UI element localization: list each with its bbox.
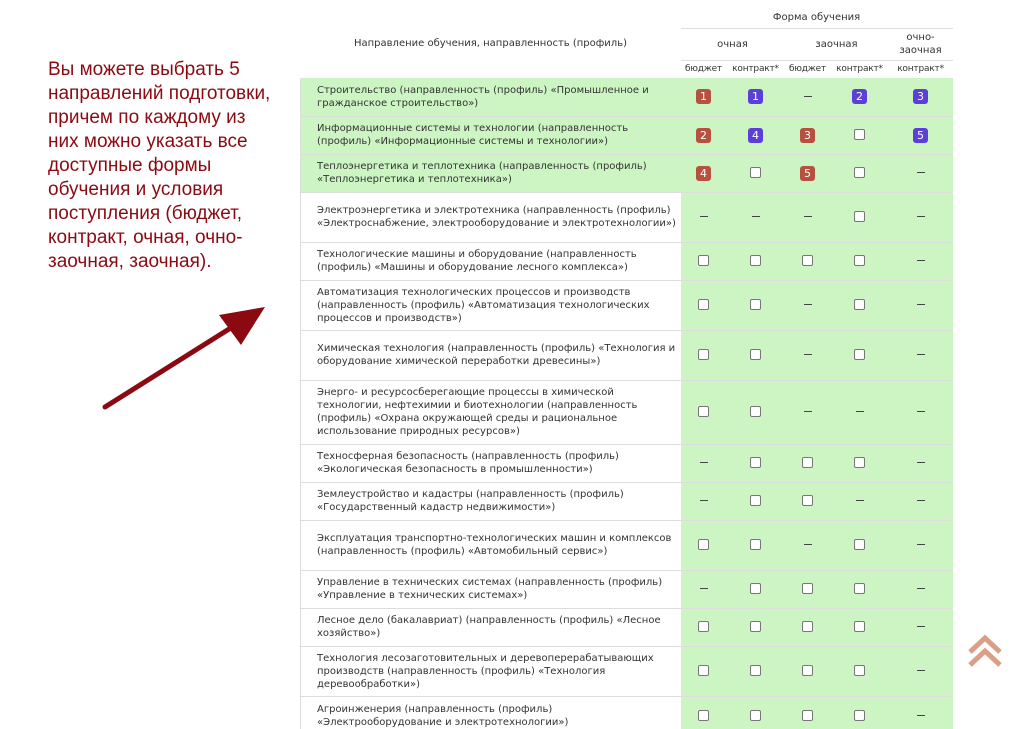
option-cell <box>681 242 727 280</box>
option-cell <box>889 330 953 380</box>
priority-badge[interactable]: 2 <box>852 89 867 104</box>
option-checkbox[interactable] <box>750 406 761 417</box>
option-cell <box>785 330 831 380</box>
program-row <box>301 192 953 242</box>
option-cell <box>831 280 889 330</box>
condition-header-contract: контракт* <box>889 60 953 78</box>
option-checkbox[interactable] <box>854 457 865 468</box>
program-name: Автоматизация технологических процессов и производств (направленность (профиль) «Автоматизация технологических процессов и производств») <box>301 280 681 330</box>
option-cell <box>727 280 785 330</box>
option-cell <box>831 608 889 646</box>
program-row <box>301 444 953 482</box>
unavailable-dash <box>917 670 925 671</box>
option-cell <box>681 116 727 154</box>
option-cell <box>889 570 953 608</box>
option-cell <box>889 116 953 154</box>
option-cell <box>727 154 785 192</box>
program-row <box>301 570 953 608</box>
option-checkbox[interactable] <box>854 349 865 360</box>
option-cell <box>727 380 785 444</box>
option-checkbox[interactable] <box>854 299 865 310</box>
programs-table <box>300 8 953 729</box>
option-checkbox[interactable] <box>802 255 813 266</box>
unavailable-dash <box>700 500 708 501</box>
priority-badge[interactable]: 5 <box>913 128 928 143</box>
option-cell <box>681 330 727 380</box>
program-row <box>301 280 953 330</box>
arrow-pointer-icon <box>95 295 275 415</box>
unavailable-dash <box>917 544 925 545</box>
option-cell <box>727 242 785 280</box>
option-cell <box>889 608 953 646</box>
unavailable-dash <box>917 411 925 412</box>
form-header-part-time: очно-заочная <box>889 28 953 60</box>
option-checkbox[interactable] <box>854 129 865 140</box>
option-cell <box>727 608 785 646</box>
unavailable-dash <box>804 304 812 305</box>
priority-badge[interactable]: 2 <box>696 128 711 143</box>
condition-header-contract: контракт* <box>831 60 889 78</box>
option-cell <box>681 570 727 608</box>
priority-badge[interactable]: 3 <box>913 89 928 104</box>
program-row <box>301 520 953 570</box>
unavailable-dash <box>804 411 812 412</box>
unavailable-dash <box>917 354 925 355</box>
option-checkbox[interactable] <box>698 349 709 360</box>
option-checkbox[interactable] <box>698 255 709 266</box>
option-checkbox[interactable] <box>802 665 813 676</box>
program-name: Химическая технология (направленность (профиль) «Технология и оборудование химической переработки древесины») <box>301 330 681 380</box>
option-cell <box>785 78 831 116</box>
option-cell <box>831 482 889 520</box>
unavailable-dash <box>917 715 925 716</box>
option-cell <box>831 646 889 696</box>
program-row <box>301 646 953 696</box>
program-name: Эксплуатация транспортно-технологических машин и комплексов (направленность (профиль) «Автомобильный сервис») <box>301 520 681 570</box>
option-checkbox[interactable] <box>750 495 761 506</box>
option-checkbox[interactable] <box>802 495 813 506</box>
program-name: Технологические машины и оборудование (направленность (профиль) «Машины и оборудование лесного комплекса») <box>301 242 681 280</box>
priority-badge[interactable]: 1 <box>748 89 763 104</box>
option-cell <box>831 696 889 729</box>
double-chevron-up-icon[interactable] <box>966 632 1004 670</box>
unavailable-dash <box>917 216 925 217</box>
option-cell <box>831 78 889 116</box>
option-checkbox[interactable] <box>854 539 865 550</box>
option-cell <box>831 330 889 380</box>
option-cell <box>889 154 953 192</box>
program-name: Энерго- и ресурсосберегающие процессы в химической технологии, нефтехимии и биотехнологии (направленность (профиль) «Охрана окружающей среды и рациональное использование природных ресурсов») <box>301 380 681 444</box>
form-header-full-time: очная <box>681 28 785 60</box>
option-checkbox[interactable] <box>750 710 761 721</box>
program-row <box>301 330 953 380</box>
option-cell <box>785 444 831 482</box>
option-checkbox[interactable] <box>854 211 865 222</box>
option-cell <box>681 192 727 242</box>
program-name: Землеустройство и кадастры (направленность (профиль) «Государственный кадастр недвижимости») <box>301 482 681 520</box>
option-cell <box>785 192 831 242</box>
option-cell <box>681 520 727 570</box>
form-header-correspondence: заочная <box>785 28 889 60</box>
option-cell <box>681 78 727 116</box>
option-cell <box>727 570 785 608</box>
option-cell <box>889 380 953 444</box>
program-row <box>301 608 953 646</box>
option-cell <box>727 646 785 696</box>
option-checkbox[interactable] <box>854 167 865 178</box>
option-cell <box>831 192 889 242</box>
option-cell <box>681 646 727 696</box>
program-name: Агроинженерия (направленность (профиль) «Электрооборудование и электротехнологии») <box>301 696 681 729</box>
column-header-direction: Направление обучения, направленность (профиль) <box>301 8 681 78</box>
program-rows <box>301 78 953 729</box>
option-cell <box>889 646 953 696</box>
unavailable-dash <box>804 354 812 355</box>
option-cell <box>889 696 953 729</box>
option-cell <box>727 78 785 116</box>
unavailable-dash <box>917 500 925 501</box>
option-checkbox[interactable] <box>854 621 865 632</box>
program-name: Управление в технических системах (направленность (профиль) «Управление в технических системах») <box>301 570 681 608</box>
unavailable-dash <box>917 462 925 463</box>
program-name: Информационные системы и технологии (направленность (профиль) «Информационные системы и технологии») <box>301 116 681 154</box>
option-cell <box>831 570 889 608</box>
unavailable-dash <box>700 216 708 217</box>
priority-badge[interactable]: 4 <box>696 166 711 181</box>
option-cell <box>889 78 953 116</box>
option-checkbox[interactable] <box>698 539 709 550</box>
priority-badge[interactable]: 4 <box>748 128 763 143</box>
unavailable-dash <box>700 588 708 589</box>
option-cell <box>785 646 831 696</box>
option-cell <box>831 444 889 482</box>
option-cell <box>831 154 889 192</box>
option-cell <box>727 696 785 729</box>
option-cell <box>889 192 953 242</box>
option-checkbox[interactable] <box>802 710 813 721</box>
option-cell <box>681 482 727 520</box>
program-row <box>301 380 953 444</box>
program-name: Лесное дело (бакалавриат) (направленность (профиль) «Лесное хозяйство») <box>301 608 681 646</box>
column-header-form: Форма обучения <box>681 8 953 28</box>
condition-header-budget: бюджет <box>785 60 831 78</box>
option-cell <box>785 154 831 192</box>
option-cell <box>727 116 785 154</box>
option-cell <box>727 444 785 482</box>
option-checkbox[interactable] <box>802 583 813 594</box>
option-cell <box>831 116 889 154</box>
option-checkbox[interactable] <box>698 665 709 676</box>
option-checkbox[interactable] <box>698 406 709 417</box>
option-cell <box>785 280 831 330</box>
option-checkbox[interactable] <box>854 583 865 594</box>
option-cell <box>681 154 727 192</box>
program-row <box>301 116 953 154</box>
option-cell <box>889 444 953 482</box>
program-name: Техносферная безопасность (направленность (профиль) «Экологическая безопасность в промышленности») <box>301 444 681 482</box>
unavailable-dash <box>917 260 925 261</box>
option-cell <box>831 380 889 444</box>
option-cell <box>889 242 953 280</box>
option-checkbox[interactable] <box>802 457 813 468</box>
program-name: Строительство (направленность (профиль) «Промышленное и гражданское строительство») <box>301 78 681 116</box>
option-checkbox[interactable] <box>750 621 761 632</box>
option-checkbox[interactable] <box>750 665 761 676</box>
option-checkbox[interactable] <box>854 255 865 266</box>
option-checkbox[interactable] <box>750 583 761 594</box>
option-cell <box>727 192 785 242</box>
option-checkbox[interactable] <box>698 710 709 721</box>
option-checkbox[interactable] <box>750 349 761 360</box>
option-cell <box>681 444 727 482</box>
option-cell <box>785 608 831 646</box>
option-cell <box>681 696 727 729</box>
unavailable-dash <box>700 462 708 463</box>
unavailable-dash <box>804 544 812 545</box>
option-cell <box>727 520 785 570</box>
program-row <box>301 242 953 280</box>
condition-header-contract: контракт* <box>727 60 785 78</box>
option-cell <box>681 608 727 646</box>
option-cell <box>727 330 785 380</box>
option-cell <box>785 520 831 570</box>
unavailable-dash <box>804 96 812 97</box>
option-checkbox[interactable] <box>750 255 761 266</box>
option-checkbox[interactable] <box>750 167 761 178</box>
program-row <box>301 696 953 729</box>
program-row <box>301 78 953 116</box>
option-cell <box>785 482 831 520</box>
option-cell <box>785 116 831 154</box>
unavailable-dash <box>917 626 925 627</box>
option-cell <box>681 280 727 330</box>
program-row <box>301 154 953 192</box>
option-cell <box>831 520 889 570</box>
option-checkbox[interactable] <box>750 457 761 468</box>
condition-header-budget: бюджет <box>681 60 727 78</box>
unavailable-dash <box>804 216 812 217</box>
option-checkbox[interactable] <box>698 621 709 632</box>
priority-badge[interactable]: 3 <box>800 128 815 143</box>
unavailable-dash <box>752 216 760 217</box>
option-checkbox[interactable] <box>750 539 761 550</box>
option-cell <box>681 380 727 444</box>
unavailable-dash <box>917 304 925 305</box>
program-name: Технология лесозаготовительных и деревоперерабатывающих производств (направленность (профиль) «Технология деревообработки») <box>301 646 681 696</box>
unavailable-dash <box>856 500 864 501</box>
unavailable-dash <box>917 588 925 589</box>
option-cell <box>785 696 831 729</box>
unavailable-dash <box>856 411 864 412</box>
option-cell <box>785 570 831 608</box>
priority-badge[interactable]: 5 <box>800 166 815 181</box>
program-row <box>301 482 953 520</box>
option-cell <box>785 242 831 280</box>
option-checkbox[interactable] <box>802 621 813 632</box>
option-cell <box>831 242 889 280</box>
unavailable-dash <box>917 172 925 173</box>
option-checkbox[interactable] <box>854 710 865 721</box>
option-cell <box>889 520 953 570</box>
program-name: Электроэнергетика и электротехника (направленность (профиль) «Электроснабжение, электрооборудование и электротехнологии») <box>301 192 681 242</box>
option-cell <box>889 280 953 330</box>
option-cell <box>889 482 953 520</box>
instruction-note: Вы можете выбрать 5 направлений подготовки, причем по каждому из них можно указать все доступные формы обучения и условия поступления (бюджет, контракт, очная, очно-заочная, заочная). <box>48 59 271 272</box>
option-checkbox[interactable] <box>698 299 709 310</box>
priority-badge[interactable]: 1 <box>696 89 711 104</box>
program-name: Теплоэнергетика и теплотехника (направленность (профиль) «Теплоэнергетика и теплотехника») <box>301 154 681 192</box>
option-checkbox[interactable] <box>750 299 761 310</box>
option-cell <box>727 482 785 520</box>
option-cell <box>785 380 831 444</box>
option-checkbox[interactable] <box>854 665 865 676</box>
